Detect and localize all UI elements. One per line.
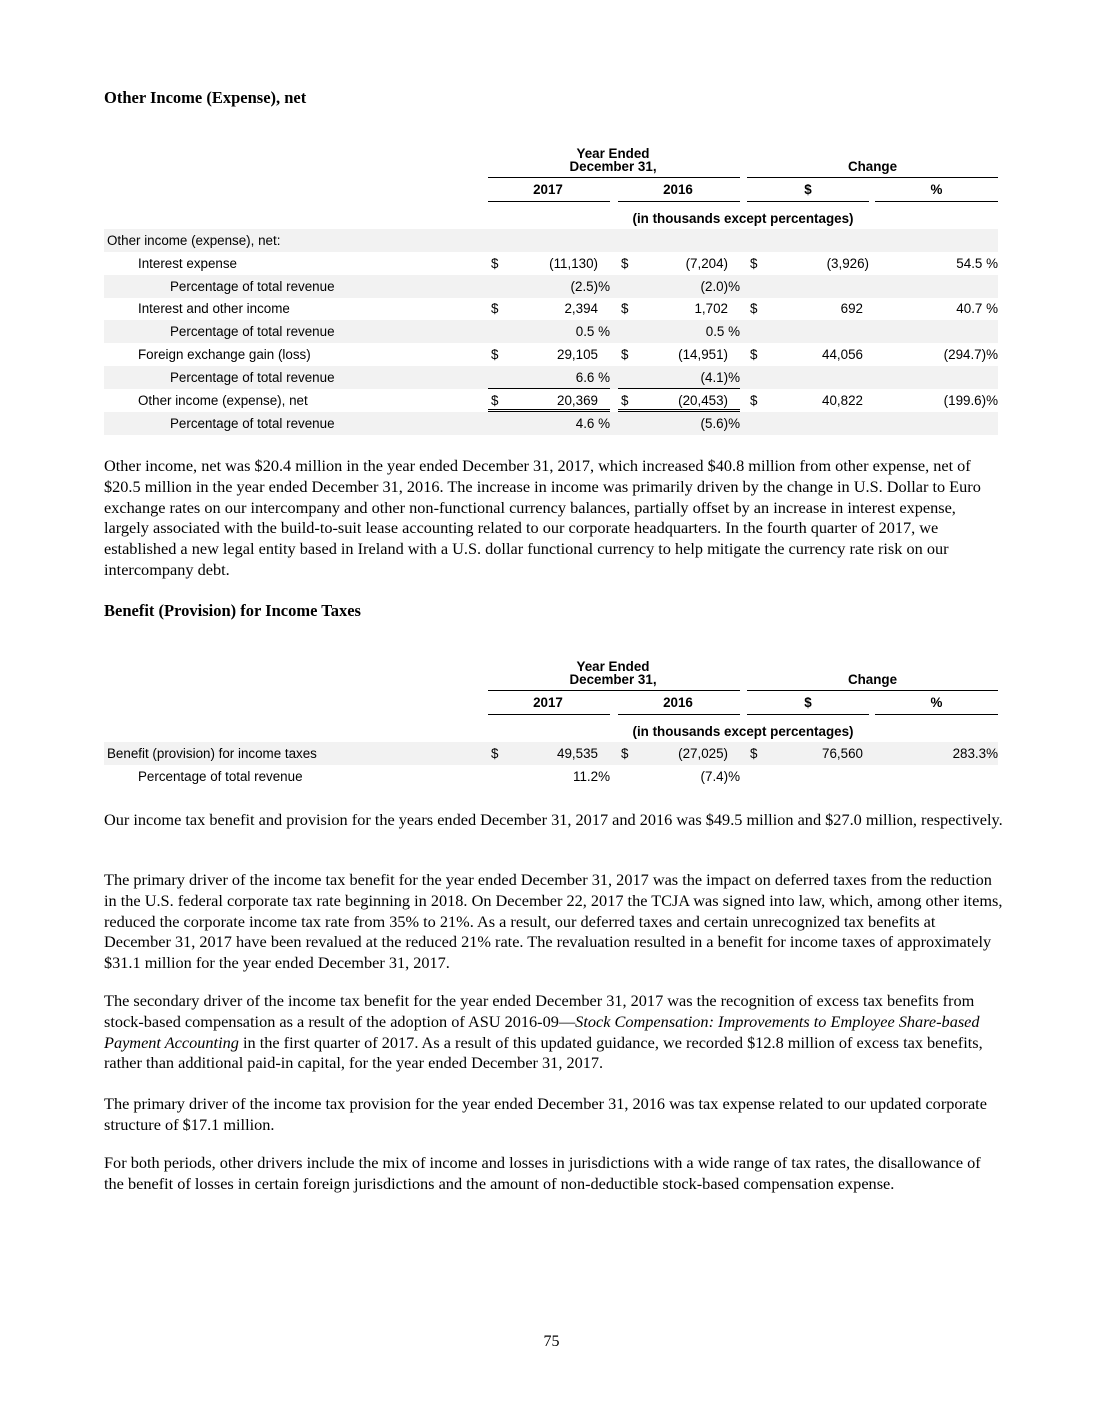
value-2016: 1,702: [694, 301, 728, 316]
rule-2016: [618, 714, 740, 715]
table-row: [104, 275, 998, 298]
header-rule-change: [747, 690, 998, 691]
value-2016: (27,025): [678, 746, 728, 761]
header-col-dollar: $: [804, 695, 812, 710]
value-change: (3,926): [826, 256, 869, 271]
currency-symbol: $: [621, 746, 629, 761]
row-label: Other income (expense), net:: [107, 233, 281, 248]
paragraph-text: The secondary driver of the income tax benefit for the year ended December 31, 2017 was the recognition of excess tax benefits from stock-based compensation as a result of the adoption of ASU 2016-09—: [104, 991, 975, 1031]
section-heading-other-income: Other Income (Expense), net: [104, 88, 307, 107]
paragraph-text: in the first quarter of 2017. As a result of this updated guidance, we recorded $12.8 million of excess tax benefits, rather than additional paid-in capital, for the year ended December 31, 2017.: [104, 1032, 983, 1073]
value-2016: (5.6)%: [700, 416, 740, 431]
currency-symbol: $: [491, 746, 499, 761]
row-label: Interest and other income: [138, 301, 290, 316]
value-change: 44,056: [822, 347, 863, 362]
value-2017: 11.2%: [573, 769, 610, 784]
row-label: Interest expense: [138, 256, 238, 271]
value-2016: (7,204): [685, 256, 728, 271]
value-pct: (199.6)%: [943, 393, 998, 408]
currency-symbol: $: [491, 256, 499, 271]
row-label: Percentage of total revenue: [170, 416, 335, 431]
value-pct: 283.3%: [952, 746, 998, 761]
currency-symbol: $: [750, 746, 758, 761]
value-2017: (2.5)%: [570, 279, 610, 294]
currency-symbol: $: [750, 393, 758, 408]
header-col-2016: 2016: [663, 695, 693, 710]
paragraph-primary-driver-benefit: The primary driver of the income tax benefit for the year ended December 31, 2017 was the impact on deferred taxes from the reduction in the U.S. federal corporate tax rate beginning in 2018. On December 22, 2017 the TCJA was signed into law, which, among other items, reduced the corporate income tax rate from 35% to 21%. As a result, our deferred taxes and certain unrecognized tax benefits at December 31, 2017 have been revalued at the reduced 21% rate. The revaluation resulted in a benefit for income taxes of approximately $31.1 million for the year ended December 31, 2017.: [104, 870, 1003, 973]
paragraph-tax-summary: Our income tax benefit and provision for the years ended December 31, 2017 and 2016 was $49.5 million and $27.0 million, respectively.: [104, 810, 1003, 829]
value-2017: 49,535: [557, 746, 598, 761]
header-december-31: December 31,: [569, 159, 657, 174]
value-2016: 0.5 %: [705, 324, 740, 339]
currency-symbol: $: [491, 347, 499, 362]
currency-symbol: $: [750, 256, 758, 271]
value-change: 76,560: [822, 746, 863, 761]
header-rule-year: [488, 177, 740, 178]
value-2017: (11,130): [549, 256, 598, 271]
currency-symbol: $: [621, 256, 629, 271]
rule-dollar: [747, 201, 869, 202]
row-label: Percentage of total revenue: [170, 279, 335, 294]
currency-symbol: $: [750, 347, 758, 362]
row-label: Benefit (provision) for income taxes: [107, 746, 317, 761]
header-col-pct: %: [930, 182, 943, 197]
standard-title: Stock Compensation: Improvements to Employee Share-based Payment Accounting: [104, 1011, 980, 1052]
table-row: [104, 742, 998, 765]
currency-symbol: $: [621, 347, 629, 362]
header-change: Change: [847, 672, 898, 687]
paragraph-other-income: Other income, net was $20.4 million in the year ended December 31, 2017, which increased $40.8 million from other expense, net of $20.5 million in the year ended December 31, 2016. The increase in income was primarily driven by the change in U.S. Dollar to Euro exchange rates on our intercompany and other non-functional currency balances, partially offset by an increase in interest expense, largely associated with the build-to-suit lease accounting related to our corporate headquarters. In the fourth quarter of 2017, we established a new legal entity based in Ireland with a U.S. dollar functional currency to help mitigate the currency rate risk on our intercompany debt.: [104, 456, 981, 579]
row-label: Foreign exchange gain (loss): [138, 347, 311, 362]
table-row: [104, 343, 998, 366]
header-col-pct: %: [930, 695, 943, 710]
header-change: Change: [847, 159, 898, 174]
rule-2016: [618, 201, 740, 202]
section-heading-income-taxes: Benefit (Provision) for Income Taxes: [104, 601, 361, 620]
rule-2017: [488, 201, 610, 202]
header-rule-year: [488, 690, 740, 691]
rule-pct: [875, 714, 998, 715]
header-year-ended: Year Ended: [576, 146, 650, 161]
table-row: [104, 229, 998, 252]
value-2017: 6.6 %: [575, 370, 610, 385]
value-2017: 0.5 %: [575, 324, 610, 339]
value-2016: (14,951): [678, 347, 728, 362]
currency-symbol: $: [491, 393, 499, 408]
units-note: (in thousands except percentages): [632, 211, 854, 226]
table-row: [104, 366, 998, 389]
paragraph-primary-driver-provision: The primary driver of the income tax provision for the year ended December 31, 2016 was tax expense related to our updated corporate structure of $17.1 million.: [104, 1094, 987, 1134]
paragraph-other-drivers: For both periods, other drivers include the mix of income and losses in jurisdictions with a wide range of tax rates, the disallowance of the benefit of losses in certain foreign jurisdictions and the amount of non-deductible stock-based compensation expense.: [104, 1153, 981, 1193]
row-label: Percentage of total revenue: [138, 769, 303, 784]
value-2017: 4.6 %: [575, 416, 610, 431]
table-row: [104, 297, 998, 320]
table-row: [104, 252, 998, 275]
value-2017: 29,105: [557, 347, 598, 362]
page-number: 75: [543, 1333, 560, 1350]
header-december-31: December 31,: [569, 672, 657, 687]
value-2016: (2.0)%: [700, 279, 740, 294]
currency-symbol: $: [621, 301, 629, 316]
rule-dollar: [747, 714, 869, 715]
currency-symbol: $: [491, 301, 499, 316]
rule-pct: [875, 201, 998, 202]
value-2016: (7.4)%: [700, 769, 740, 784]
value-change: 692: [840, 301, 863, 316]
value-pct: 40.7 %: [956, 301, 998, 316]
units-note: (in thousands except percentages): [632, 724, 854, 739]
value-2017: 20,369: [557, 393, 598, 408]
rule-2017: [488, 714, 610, 715]
value-2016: (20,453): [678, 393, 728, 408]
table-row: [104, 320, 998, 343]
header-rule-change: [747, 177, 998, 178]
value-pct: 54.5 %: [956, 256, 998, 271]
header-col-2017: 2017: [533, 695, 563, 710]
row-label: Percentage of total revenue: [170, 370, 335, 385]
table-row: [104, 412, 998, 435]
header-col-2016: 2016: [663, 182, 693, 197]
value-2016: (4.1)%: [700, 370, 740, 385]
paragraph-secondary-driver: [104, 991, 1004, 1074]
row-label: Percentage of total revenue: [170, 324, 335, 339]
currency-symbol: $: [621, 393, 629, 408]
header-col-2017: 2017: [533, 182, 563, 197]
table-row: [104, 765, 998, 788]
header-year-ended: Year Ended: [576, 659, 650, 674]
value-2017: 2,394: [564, 301, 598, 316]
header-col-dollar: $: [804, 182, 812, 197]
value-change: 40,822: [822, 393, 863, 408]
value-pct: (294.7)%: [943, 347, 998, 362]
currency-symbol: $: [750, 301, 758, 316]
row-label: Other income (expense), net: [138, 393, 308, 408]
